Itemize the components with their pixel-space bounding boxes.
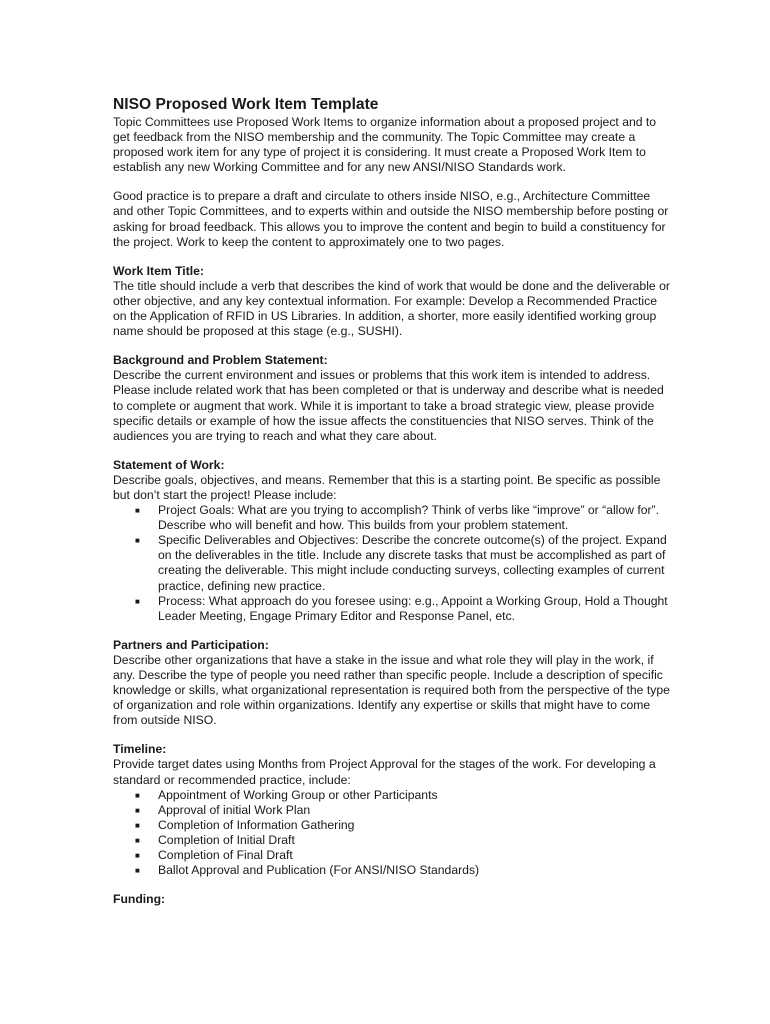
list-item [113,863,673,878]
section-background [113,353,673,444]
list-item [113,533,673,593]
intro-paragraph-1: Topic Committees use Proposed Work Items to organize information about a proposed project and to get feedback from the NISO membership and the community. The Topic Committee may create a proposed work item for any type of project it is considering. It must create a Proposed Work Item to establish any new Working Committee and for any new ANSI/NISO Standards work. [113,115,657,175]
section-funding [113,892,673,907]
list-item-text: Appointment of Working Group or other Participants [158,787,438,802]
bullet-icon: ■ [135,790,140,800]
list-item-text: Process: What approach do you foresee using: e.g., Appoint a Working Group, Hold a Thought Leader Meeting, Engage Primary Editor and Response Panel, etc. [158,593,668,623]
bullet-icon: ■ [135,536,140,546]
document-page [113,95,673,907]
document-title: NISO Proposed Work Item Template [113,96,379,113]
section-body: Describe goals, objectives, and means. Remember that this is a starting point. Be specific as possible but don’t start the project! Please include: [113,472,661,502]
list-item-text: Project Goals: What are you trying to accomplish? Think of verbs like “improve” or “allow for”. Describe who will benefit and how. This builds from your problem statement. [158,503,659,533]
section-heading: Statement of Work: [113,457,225,472]
bullet-icon: ■ [135,596,140,606]
bullet-icon: ■ [135,835,140,845]
bullet-icon: ■ [135,851,140,861]
list-item-text: Ballot Approval and Publication (For ANSI/NISO Standards) [158,863,480,878]
list-item [113,848,673,863]
section-partners [113,638,673,729]
intro-paragraph-2: Good practice is to prepare a draft and circulate to others inside NISO, e.g., Architecture Committee and other Topic Committees, and to experts within and outside the NISO membership before posting or asking for broad feedback. This allows you to improve the content and begin to build a constituency for the project. Work to keep the content to approximately one to two pages. [113,189,669,249]
list-item [113,503,673,533]
section-heading: Funding: [113,892,166,907]
bullet-icon: ■ [135,805,140,815]
bullet-list [113,788,673,879]
section-body: Provide target dates using Months from Project Approval for the stages of the work. For developing a standard or recommended practice, include: [113,757,656,787]
section-statement-of-work [113,458,673,624]
list-item-text: Completion of Initial Draft [158,832,295,847]
list-item [113,818,673,833]
bullet-icon: ■ [135,866,140,876]
list-item [113,803,673,818]
list-item [113,788,673,803]
list-item-text: Completion of Final Draft [158,848,293,863]
section-heading: Partners and Participation: [113,637,269,652]
list-item-text: Completion of Information Gathering [158,817,355,832]
list-item [113,833,673,848]
list-item-text: Approval of initial Work Plan [158,802,311,817]
section-heading: Timeline: [113,742,167,757]
section-work-item-title [113,264,673,339]
bullet-icon: ■ [135,820,140,830]
bullet-list [113,503,673,624]
section-body: The title should include a verb that describes the kind of work that would be done and the deliverable or other objective, and any key contextual information. For example: Develop a Recommended Practice on the Application of RFID in US Libraries. In addition, a shorter, more easily identified working group name should be proposed at this stage (e.g., SUSHI). [113,278,670,339]
section-body: Describe other organizations that have a stake in the issue and what role they will play in the work, if any. Describe the type of people you need rather than specific people. Include a description of specific knowledge or skills, what organizational representation is required both from the perspective of the type of organization and role within organizations. Identify any expertise or skills that might have to come from outside NISO. [113,652,670,728]
section-heading: Work Item Title: [113,263,204,278]
section-heading: Background and Problem Statement: [113,353,328,368]
section-body: Describe the current environment and issues or problems that this work item is intended to address. Please include related work that has been completed or that is underway and describe what is needed to complete or augment that work. While it is important to take a broad strategic view, please provide specific details or example of how the issue affects the constituencies that NISO serves. Think of the audiences you are trying to reach and what they care about. [113,368,664,443]
list-item [113,594,673,624]
list-item-text: Specific Deliverables and Objectives: Describe the concrete outcome(s) of the project. Expand on the deliverables in the title. Include any discrete tasks that must be accomplished as part of creating the deliverable. This might include conducting surveys, collecting examples of current practice, defining new practice. [158,533,667,593]
section-timeline [113,742,673,878]
bullet-icon: ■ [135,506,140,516]
